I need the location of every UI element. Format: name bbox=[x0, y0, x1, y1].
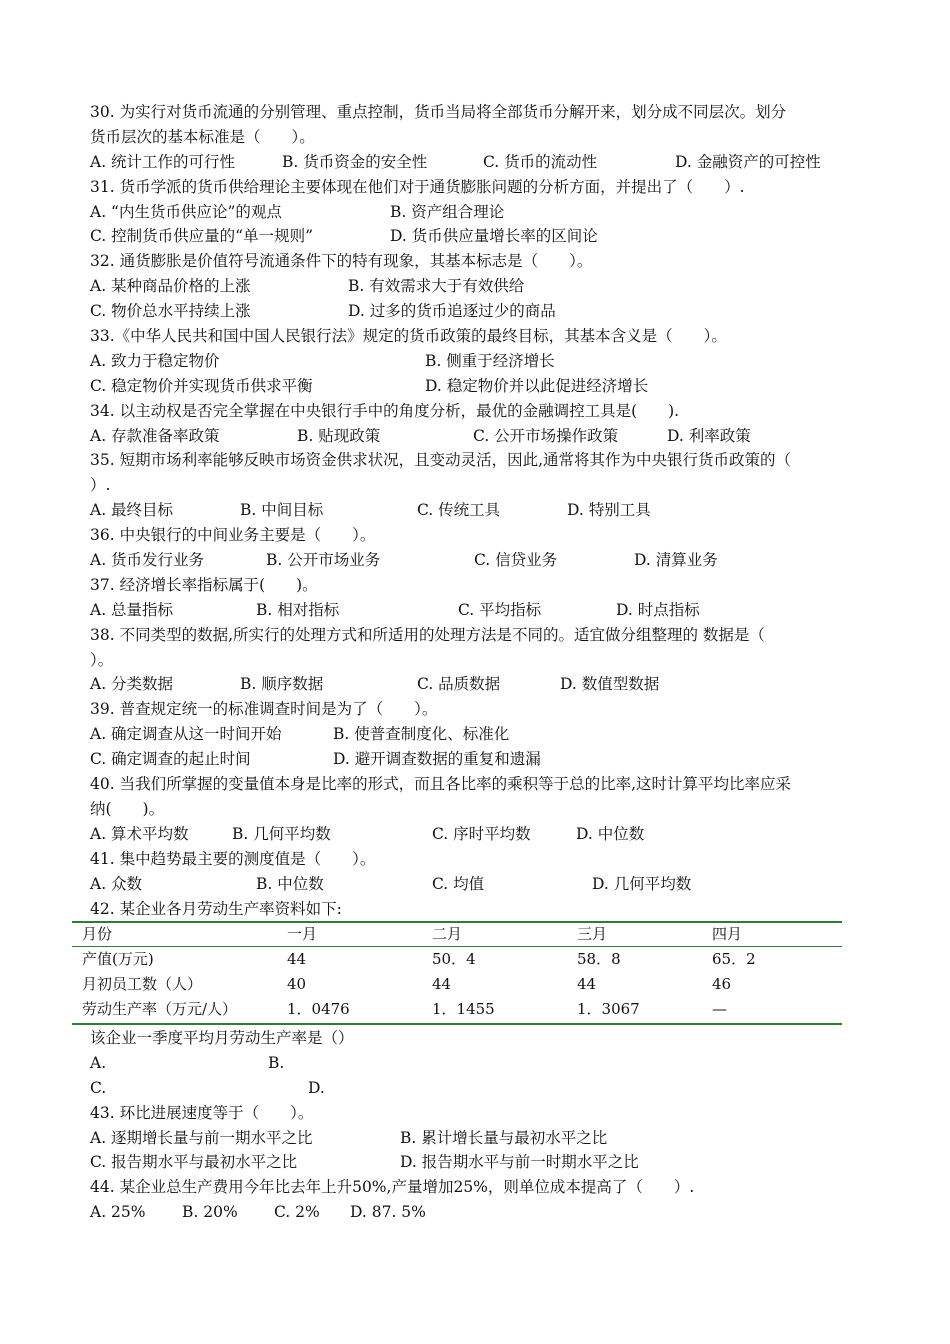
answer-option[interactable]: A. 货币发行业务 bbox=[90, 551, 205, 570]
answer-option[interactable]: B. 侧重于经济增长 bbox=[425, 351, 555, 370]
answer-option[interactable]: D. 清算业务 bbox=[634, 551, 718, 570]
option-row bbox=[90, 672, 865, 697]
table-cell: 50．4 bbox=[432, 950, 476, 969]
option-row bbox=[90, 299, 865, 324]
table-header-cell: 月份 bbox=[82, 924, 113, 943]
answer-option[interactable]: C. 序时平均数 bbox=[432, 824, 531, 843]
answer-option[interactable]: B. 贴现政策 bbox=[297, 426, 381, 445]
answer-option[interactable]: D. 87. 5% bbox=[350, 1203, 426, 1222]
answer-option[interactable]: A. 统计工作的可行性 bbox=[90, 152, 236, 171]
question-text: 38. 不同类型的数据,所实行的处理方式和所适用的处理方法是不同的。适宜做分组整理的 数据是（ bbox=[90, 625, 765, 644]
answer-option[interactable]: C. 平均指标 bbox=[458, 600, 542, 619]
option-row bbox=[90, 872, 865, 897]
answer-option[interactable]: B. 几何平均数 bbox=[232, 824, 331, 843]
answer-option[interactable]: B. 使普查制度化、标准化 bbox=[333, 725, 510, 744]
answer-option[interactable]: C. 传统工具 bbox=[417, 501, 501, 520]
option-row bbox=[90, 1051, 865, 1076]
table-cell: 58．8 bbox=[577, 950, 621, 969]
question-text: 44. 某企业总生产费用今年比去年上升50%,产量增加25%，则单位成本提高了（ ）. bbox=[90, 1178, 695, 1197]
answer-option[interactable]: A. 致力于稳定物价 bbox=[90, 351, 220, 370]
table-cell: 40 bbox=[287, 974, 307, 993]
answer-option[interactable]: C. 2% bbox=[274, 1203, 320, 1222]
answer-option[interactable]: B. 累计增长量与最初水平之比 bbox=[400, 1128, 608, 1147]
answer-option[interactable]: A. 存款准备率政策 bbox=[90, 426, 220, 445]
question-text: 33.《中华人民共和国中国人民银行法》规定的货币政策的最终目标，其基本含义是（ ）。 bbox=[90, 327, 727, 346]
question-text: 35. 短期市场利率能够反映市场资金供求状况，且变动灵活，因此,通常将其作为中央银行货币政策的（ bbox=[90, 451, 792, 470]
question-text: 37. 经济增长率指标属于( )。 bbox=[90, 575, 318, 594]
question-text: 该企业一季度平均月劳动生产率是（） bbox=[90, 1029, 354, 1047]
option-row bbox=[90, 274, 865, 299]
option-row bbox=[90, 200, 865, 225]
table-cell: 44 bbox=[287, 949, 307, 968]
table-header-cell: 三月 bbox=[577, 924, 608, 943]
table-cell: 月初员工数（人） bbox=[82, 975, 203, 993]
table-row bbox=[72, 946, 842, 971]
answer-option[interactable]: B. 中位数 bbox=[256, 874, 324, 893]
table-cell: 1．3067 bbox=[577, 1000, 640, 1018]
answer-option[interactable]: D. 避开调查数据的重复和遗漏 bbox=[333, 750, 541, 769]
table-header-cell: 四月 bbox=[712, 924, 743, 943]
question-text: 纳( )。 bbox=[90, 799, 165, 818]
option-row bbox=[90, 1200, 865, 1225]
table-header-cell: 一月 bbox=[287, 924, 318, 943]
question-text: 30. 为实行对货币流通的分别管理、重点控制，货币当局将全部货币分解开来，划分成不同层次。划分 bbox=[90, 103, 787, 121]
option-row bbox=[90, 1076, 865, 1101]
question-text: ）。 bbox=[90, 650, 114, 669]
answer-option[interactable]: C. bbox=[90, 1078, 107, 1097]
table-cell: 1．0476 bbox=[287, 1000, 350, 1018]
table-header-row bbox=[72, 921, 842, 946]
answer-option[interactable]: D. 数值型数据 bbox=[560, 675, 660, 694]
question-block-a bbox=[90, 100, 865, 921]
answer-option[interactable]: C. 公开市场操作政策 bbox=[473, 426, 619, 445]
table-cell: 44 bbox=[577, 974, 597, 993]
answer-option[interactable]: A. “内生货币供应论”的观点 bbox=[90, 202, 282, 221]
answer-option[interactable]: B. 20% bbox=[182, 1203, 238, 1222]
answer-option[interactable]: B. bbox=[268, 1053, 285, 1072]
question-text: 40. 当我们所掌握的变量值本身是比率的形式，而且各比率的乘积等于总的比率,这时计算平均比率应采 bbox=[90, 775, 792, 794]
answer-option[interactable]: B. 资产组合理论 bbox=[390, 202, 505, 221]
table-cell: 65．2 bbox=[712, 950, 756, 969]
table-cell: 产值(万元) bbox=[82, 950, 154, 969]
question-text: 36. 中央银行的中间业务主要是（ ）。 bbox=[90, 526, 376, 545]
table-cell: 46 bbox=[712, 974, 732, 993]
answer-option[interactable]: D. 金融资产的可控性 bbox=[675, 152, 821, 171]
option-row bbox=[90, 349, 865, 374]
option-row bbox=[90, 424, 865, 449]
option-row bbox=[90, 1150, 865, 1175]
answer-option[interactable]: B. 中间目标 bbox=[240, 501, 324, 520]
answer-option[interactable]: B. 顺序数据 bbox=[240, 675, 324, 694]
table-cell: 劳动生产率（万元/人） bbox=[82, 1000, 238, 1018]
answer-option[interactable]: A. bbox=[90, 1053, 107, 1072]
answer-option[interactable]: D. 过多的货币追逐过少的商品 bbox=[348, 302, 556, 321]
answer-option[interactable]: A. 算术平均数 bbox=[90, 824, 189, 843]
question-block-b bbox=[90, 1026, 865, 1225]
question-text: 41. 集中趋势最主要的测度值是（ ）。 bbox=[90, 849, 376, 868]
option-row bbox=[90, 498, 865, 523]
question-text: 32. 通货膨胀是价值符号流通条件下的特有现象，其基本标志是（ ）。 bbox=[90, 252, 593, 271]
answer-option[interactable]: D. 利率政策 bbox=[667, 426, 751, 445]
question-text: 31. 货币学派的货币供给理论主要体现在他们对于通货膨胀问题的分析方面，并提出了（ ）. bbox=[90, 177, 745, 196]
answer-option[interactable]: B. 公开市场业务 bbox=[266, 551, 381, 570]
question-text: 34. 以主动权是否完全掌握在中央银行手中的角度分析，最优的金融调控工具是( ). bbox=[90, 401, 680, 420]
answer-option[interactable]: A. 某种商品价格的上涨 bbox=[90, 277, 251, 296]
option-row bbox=[90, 747, 865, 772]
answer-option[interactable]: D. 报告期水平与前一时期水平之比 bbox=[400, 1153, 639, 1172]
question-text: 39. 普查规定统一的标准调查时间是为了（ ）。 bbox=[90, 700, 438, 719]
answer-option[interactable]: A. 逐期增长量与前一期水平之比 bbox=[90, 1128, 313, 1147]
table-cell: 44 bbox=[432, 974, 452, 993]
table-cell: 1．1455 bbox=[432, 1000, 495, 1018]
answer-option[interactable]: D. 中位数 bbox=[576, 824, 645, 843]
option-row bbox=[90, 1126, 865, 1151]
answer-option[interactable]: A. 确定调查从这一时间开始 bbox=[90, 725, 282, 744]
answer-option[interactable]: C. 报告期水平与最初水平之比 bbox=[90, 1153, 298, 1172]
option-row bbox=[90, 548, 865, 573]
option-row bbox=[90, 150, 865, 175]
answer-option[interactable]: D. 货币供应量增长率的区间论 bbox=[390, 227, 598, 246]
answer-option[interactable]: D. 稳定物价并以此促进经济增长 bbox=[425, 376, 649, 395]
answer-option[interactable]: A. 最终目标 bbox=[90, 501, 174, 520]
option-row bbox=[90, 598, 865, 623]
answer-option[interactable]: C. 确定调查的起止时间 bbox=[90, 750, 251, 769]
question-text: 货币层次的基本标准是（ ）。 bbox=[90, 127, 315, 146]
answer-option[interactable]: D. bbox=[308, 1078, 325, 1097]
answer-option[interactable]: A. 众数 bbox=[90, 874, 143, 893]
answer-option[interactable]: C. 均值 bbox=[432, 874, 485, 893]
answer-option[interactable]: C. 稳定物价并实现货币供求平衡 bbox=[90, 376, 313, 395]
table-row bbox=[72, 996, 842, 1021]
answer-option[interactable]: C. 货币的流动性 bbox=[483, 152, 598, 171]
question-text: 43. 环比进展速度等于（ ）。 bbox=[90, 1103, 314, 1122]
answer-option[interactable]: D. 特别工具 bbox=[567, 501, 651, 520]
answer-option[interactable]: C. 物价总水平持续上涨 bbox=[90, 302, 251, 321]
option-row bbox=[90, 822, 865, 847]
option-row bbox=[90, 722, 865, 747]
answer-option[interactable]: C. 信贷业务 bbox=[474, 551, 558, 570]
question-text: ）. bbox=[90, 476, 111, 495]
table-cell: — bbox=[712, 999, 727, 1018]
answer-option[interactable]: B. 有效需求大于有效供给 bbox=[348, 277, 525, 296]
option-row bbox=[90, 374, 865, 399]
option-row bbox=[90, 224, 865, 249]
table-row bbox=[72, 971, 842, 996]
answer-option[interactable]: D. 时点指标 bbox=[616, 600, 700, 619]
answer-option[interactable]: C. 控制货币供应量的“单一规则” bbox=[90, 227, 314, 246]
answer-option[interactable]: B. 相对指标 bbox=[256, 600, 340, 619]
answer-option[interactable]: C. 品质数据 bbox=[417, 675, 501, 694]
answer-option[interactable]: A. 分类数据 bbox=[90, 675, 174, 694]
productivity-table bbox=[72, 921, 842, 1021]
answer-option[interactable]: D. 几何平均数 bbox=[592, 874, 692, 893]
answer-option[interactable]: B. 货币资金的安全性 bbox=[282, 152, 428, 171]
table-bottom-rule bbox=[72, 1023, 842, 1025]
answer-option[interactable]: A. 25% bbox=[90, 1203, 146, 1222]
answer-option[interactable]: A. 总量指标 bbox=[90, 600, 174, 619]
table-header-cell: 二月 bbox=[432, 924, 463, 943]
question-text: 42. 某企业各月劳动生产率资料如下: bbox=[90, 899, 342, 918]
